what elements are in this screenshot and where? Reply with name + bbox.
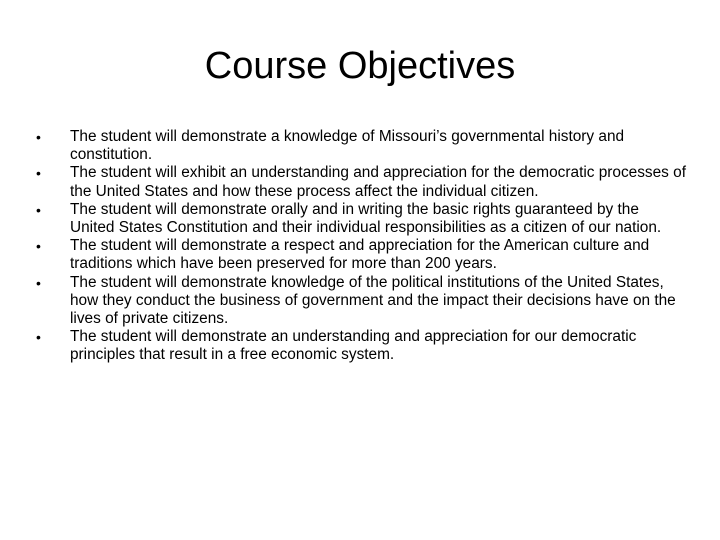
bullet-icon: • <box>36 274 41 291</box>
objective-text: The student will demonstrate orally and in writing the basic rights guaranteed by the United States Constitution and their individual responsibilities as a citizen of our nation. <box>70 200 662 237</box>
objective-item <box>36 201 686 237</box>
objective-item <box>36 128 686 164</box>
objective-text: The student will demonstrate an understanding and appreciation for our democratic principles that result in a free economic system. <box>70 328 637 364</box>
objective-text: The student will demonstrate knowledge of the political institutions of the United States, how they conduct the business of government and the impact their decisions have on the lives of private citizens. <box>70 273 676 328</box>
objective-item <box>36 328 686 364</box>
objective-item <box>36 164 686 200</box>
objective-item <box>36 274 686 329</box>
objective-text: The student will exhibit an understanding and appreciation for the democratic processes of the United States and how these process affect the individual citizen. <box>70 164 686 200</box>
bullet-icon: • <box>36 129 41 145</box>
objective-text: The student will demonstrate a knowledge of Missouri’s governmental history and constitution. <box>70 128 625 164</box>
objectives-list <box>36 128 686 365</box>
bullet-icon: • <box>36 201 41 218</box>
objective-text: The student will demonstrate a respect and appreciation for the American culture and traditions which have been preserved for more than 200 years. <box>70 237 650 273</box>
objective-item <box>36 237 686 273</box>
bullet-icon: • <box>36 329 41 346</box>
bullet-icon: • <box>36 238 41 255</box>
slide-title: Course Objectives <box>204 45 516 87</box>
bullet-icon: • <box>36 165 41 182</box>
